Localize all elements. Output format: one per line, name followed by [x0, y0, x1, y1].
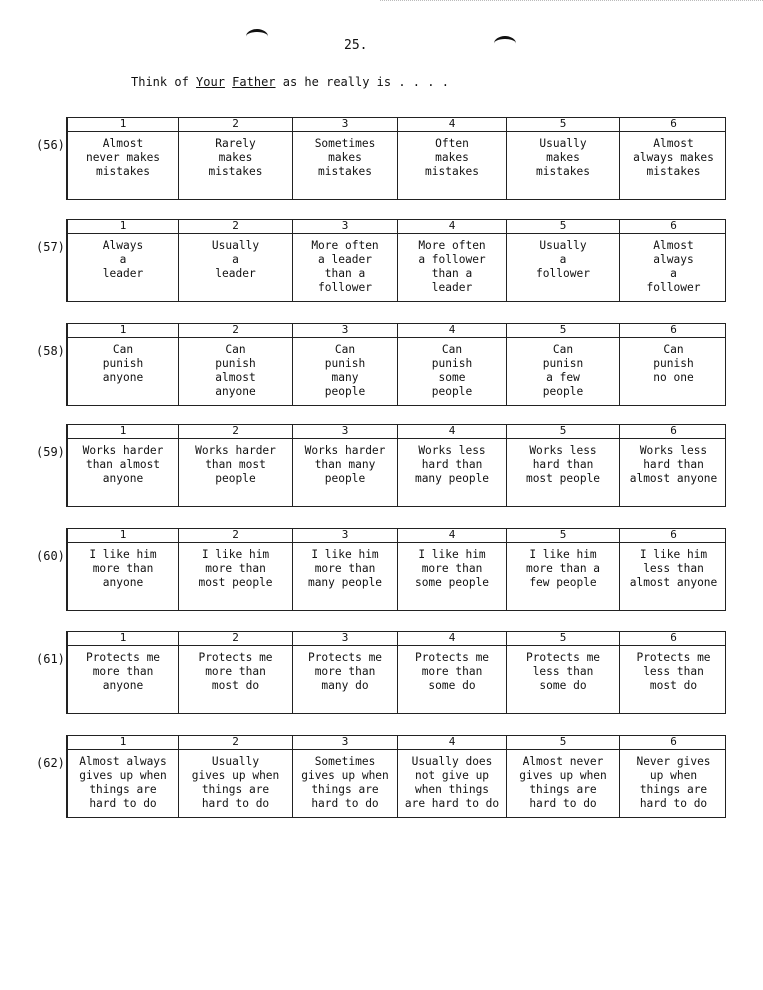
rating-option-text: Protects me more than many do: [307, 651, 383, 692]
scale-number: 3: [341, 219, 349, 232]
rating-option-text: More often a follower than a leader: [418, 239, 486, 294]
scale-number: 2: [232, 323, 239, 336]
rating-option-text: I like him more than many people: [307, 548, 383, 589]
rating-option-cell[interactable]: [178, 736, 292, 817]
scale-number: 2: [232, 117, 239, 130]
rating-option-cell[interactable]: [506, 118, 619, 199]
scale-number: 5: [559, 735, 567, 748]
rating-option-text: Almost never gives up when things are hard to do: [519, 755, 607, 810]
rating-option-text: Can punish some people: [431, 343, 473, 398]
rating-scale-table: [66, 323, 726, 406]
item-number-label: (59): [36, 445, 65, 459]
scale-number: 4: [448, 424, 456, 437]
scale-number: 2: [232, 528, 239, 541]
rating-option-cell[interactable]: [619, 118, 727, 199]
rating-option-cell[interactable]: [178, 118, 292, 199]
rating-option-cell[interactable]: [619, 425, 727, 506]
rating-option-text: Protects me less than most do: [636, 651, 711, 692]
rating-option-text: I like him more than anyone: [89, 548, 157, 589]
scale-number: 2: [232, 424, 239, 437]
rating-option-text: Always a leader: [102, 239, 144, 280]
rating-scale-table: [66, 117, 726, 200]
rating-scale-table: [66, 528, 726, 611]
rating-option-cell[interactable]: [619, 529, 727, 610]
rating-scale-table: [66, 219, 726, 302]
rating-option-text: Can punish many people: [324, 343, 366, 398]
rating-option-text: Often makes mistakes: [425, 137, 479, 178]
rating-option-cell[interactable]: [506, 425, 619, 506]
scale-number: 6: [670, 735, 677, 748]
scale-number: 1: [119, 219, 127, 232]
scale-number: 3: [341, 631, 349, 644]
rating-option-text: Usually makes mistakes: [536, 137, 590, 178]
rating-option-text: Can punish no one: [653, 343, 694, 384]
rating-option-text: Works less hard than most people: [525, 444, 601, 485]
rating-option-text: Protects me less than some do: [525, 651, 601, 692]
rating-option-cell[interactable]: [506, 324, 619, 405]
top-dotted-edge: [380, 0, 763, 1]
scale-number: 5: [559, 424, 567, 437]
scale-number: 1: [119, 735, 127, 748]
item-number-label: (58): [36, 344, 65, 358]
scale-number: 1: [119, 528, 127, 541]
rating-option-cell[interactable]: [292, 220, 397, 301]
scale-number: 2: [232, 219, 239, 232]
page-number: 25.: [344, 38, 368, 53]
rating-option-cell[interactable]: [506, 220, 619, 301]
scale-number: 1: [119, 323, 127, 336]
scale-number: 6: [670, 528, 677, 541]
rating-option-cell[interactable]: [397, 425, 506, 506]
scale-number: 6: [670, 631, 677, 644]
scale-number: 4: [448, 117, 456, 130]
rating-option-cell[interactable]: [178, 529, 292, 610]
rating-option-cell[interactable]: [67, 632, 178, 713]
rating-option-text: Sometimes gives up when things are hard to do: [301, 755, 389, 810]
rating-option-cell[interactable]: [292, 529, 397, 610]
rating-option-cell[interactable]: [506, 529, 619, 610]
scale-number: 2: [232, 735, 239, 748]
rating-option-cell[interactable]: [397, 220, 506, 301]
rating-option-cell[interactable]: [178, 220, 292, 301]
rating-option-text: I like him more than most people: [198, 548, 273, 589]
rating-option-cell[interactable]: [292, 324, 397, 405]
rating-option-text: Protects me more than anyone: [85, 651, 161, 692]
scale-number: 6: [670, 117, 677, 130]
rating-option-text: Usually does not give up when things are hard to do: [404, 755, 500, 810]
rating-option-cell[interactable]: [397, 632, 506, 713]
scale-number: 4: [448, 323, 456, 336]
rating-option-cell[interactable]: [619, 324, 727, 405]
item-number-label: (61): [36, 652, 65, 666]
scale-number: 5: [559, 528, 567, 541]
rating-option-cell[interactable]: [292, 425, 397, 506]
rating-option-text: Never gives up when things are hard to do: [636, 755, 711, 810]
rating-option-text: Can punish almost anyone: [215, 343, 256, 398]
scale-number: 6: [670, 424, 677, 437]
rating-option-cell[interactable]: [397, 118, 506, 199]
item-number-label: (62): [36, 756, 65, 770]
rating-option-text: Works harder than many people: [304, 444, 386, 485]
rating-option-text: More often a leader than a follower: [311, 239, 379, 294]
scale-number: 4: [448, 528, 456, 541]
rating-option-text: Almost always makes mistakes: [633, 137, 714, 178]
scale-number: 4: [448, 631, 456, 644]
rating-option-text: Almost never makes mistakes: [85, 137, 161, 178]
punch-hole-mark-right: [494, 36, 516, 51]
rating-option-cell[interactable]: [67, 736, 178, 817]
rating-option-text: Can punish anyone: [102, 343, 144, 384]
rating-option-text: I like him less than almost anyone: [629, 548, 718, 589]
rating-option-cell[interactable]: [619, 220, 727, 301]
rating-option-cell[interactable]: [619, 632, 727, 713]
scale-number: 5: [559, 631, 567, 644]
scale-number: 6: [670, 219, 677, 232]
scale-number: 5: [559, 219, 567, 232]
rating-option-cell[interactable]: [397, 736, 506, 817]
rating-scale-table: [66, 424, 726, 507]
item-number-label: (57): [36, 240, 65, 254]
rating-option-text: Works less hard than many people: [414, 444, 490, 485]
rating-option-cell[interactable]: [178, 324, 292, 405]
scale-number: 5: [559, 323, 567, 336]
scale-number: 2: [232, 631, 239, 644]
scale-number: 3: [341, 117, 349, 130]
rating-option-text: Works harder than almost anyone: [82, 444, 164, 485]
rating-option-text: Almost always gives up when things are hard to do: [79, 755, 167, 810]
scale-number: 6: [670, 323, 677, 336]
item-number-label: (60): [36, 549, 65, 563]
rating-option-cell[interactable]: [67, 529, 178, 610]
rating-option-text: Works harder than most people: [195, 444, 276, 485]
rating-option-cell[interactable]: [506, 736, 619, 817]
rating-option-text: Rarely makes mistakes: [208, 137, 263, 178]
rating-option-cell[interactable]: [292, 736, 397, 817]
rating-option-cell[interactable]: [178, 425, 292, 506]
rating-option-text: Usually a leader: [211, 239, 260, 280]
rating-option-cell[interactable]: [397, 529, 506, 610]
rating-option-text: Usually gives up when things are hard to do: [191, 755, 280, 810]
rating-option-cell[interactable]: [397, 324, 506, 405]
rating-option-text: I like him more than a few people: [525, 548, 601, 589]
rating-option-text: Works less hard than almost anyone: [629, 444, 718, 485]
rating-option-text: I like him more than some people: [414, 548, 490, 589]
scale-number: 3: [341, 424, 349, 437]
scale-number: 4: [448, 219, 456, 232]
rating-option-cell[interactable]: [67, 118, 178, 199]
scale-number: 1: [119, 631, 127, 644]
rating-option-text: Usually a follower: [536, 239, 590, 280]
rating-option-cell[interactable]: [178, 632, 292, 713]
rating-option-cell[interactable]: [67, 220, 178, 301]
rating-option-cell[interactable]: [67, 324, 178, 405]
scale-number: 5: [559, 117, 567, 130]
scale-number: 3: [341, 323, 349, 336]
punch-hole-mark-left: [246, 29, 268, 44]
rating-option-text: Can punisn a few people: [542, 343, 584, 398]
rating-scale-table: [66, 631, 726, 714]
scale-number: 3: [341, 528, 349, 541]
rating-option-cell[interactable]: [292, 632, 397, 713]
rating-option-cell[interactable]: [292, 118, 397, 199]
rating-option-text: Protects me more than most do: [198, 651, 273, 692]
scale-number: 4: [448, 735, 456, 748]
scale-number: 3: [341, 735, 349, 748]
rating-option-cell[interactable]: [506, 632, 619, 713]
item-number-label: (56): [36, 138, 65, 152]
instruction-text: Think of Your Father as he really is . . . .: [131, 75, 449, 89]
scale-number: 1: [119, 117, 127, 130]
rating-option-text: Protects me more than some do: [414, 651, 490, 692]
rating-option-text: Sometimes makes mistakes: [314, 137, 376, 178]
rating-option-text: Almost always a follower: [646, 239, 701, 294]
rating-option-cell[interactable]: [67, 425, 178, 506]
rating-scale-table: [66, 735, 726, 818]
rating-option-cell[interactable]: [619, 736, 727, 817]
scale-number: 1: [119, 424, 127, 437]
